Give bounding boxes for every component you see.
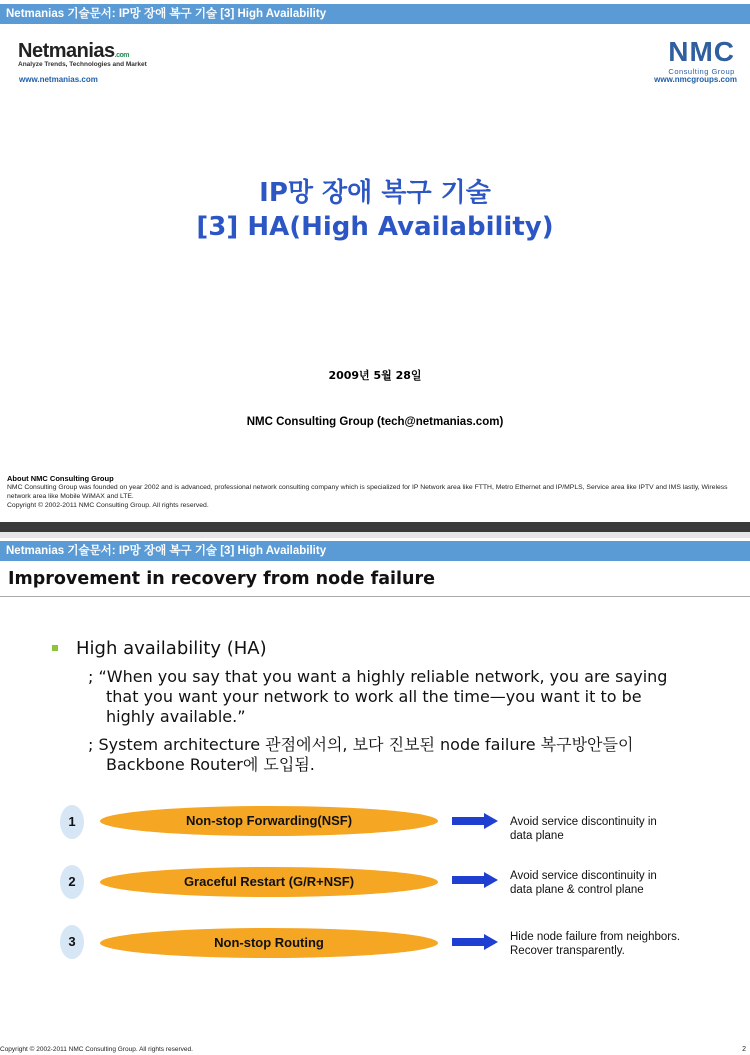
about-copyright: Copyright © 2002-2011 NMC Consulting Group. All rights reserved. [7, 502, 209, 509]
nmc-logo-text: NMC [668, 36, 735, 67]
item-desc-2-line1: Avoid service discontinuity in [510, 870, 657, 882]
logo-brand: Netmanias [18, 40, 115, 62]
item-desc-3-line2: Recover transparently. [510, 945, 625, 957]
netmanias-url[interactable]: www.netmanias.com [19, 75, 98, 84]
right-arrow-icon [452, 813, 498, 829]
cover-company: NMC Consulting Group (tech@netmanias.com) [246, 416, 504, 428]
item-pill-graceful-restart: Graceful Restart (G/R+NSF) [100, 867, 438, 897]
logo-com: .com [114, 52, 129, 59]
header-bar: Netmanias 기술문서: IP망 장애 복구 기술 [3] High Availability [0, 4, 750, 24]
cover-title-line2: [3] HA(High Availability) [196, 212, 554, 242]
nmc-url[interactable]: www.nmcgroups.com [654, 75, 737, 84]
about-section [7, 474, 747, 510]
right-arrow-icon [452, 872, 498, 888]
item-desc-3-line1: Hide node failure from neighbors. [510, 931, 681, 943]
cover-date: 2009년 5월 28일 [328, 369, 422, 382]
note-line-1: ; System architecture 관점에서의, 보다 진보된 node failure 복구방안들이 [88, 735, 634, 754]
item-number-3: 3 [60, 925, 84, 959]
logo-tagline: Analyze Trends, Technologies and Market [18, 61, 147, 68]
slide-footer: Copyright © 2002-2011 NMC Consulting Group. All rights reserved. [0, 1046, 193, 1053]
cover-title-line1: IP망 장애 복구 기술 [259, 178, 491, 208]
item-pill-nsf: Non-stop Forwarding(NSF) [100, 806, 438, 836]
item-number-2: 2 [60, 865, 84, 899]
slide-header-bar: Netmanias 기술문서: IP망 장애 복구 기술 [3] High Availability [0, 541, 750, 561]
slide-title: Improvement in recovery from node failure [8, 569, 436, 589]
square-bullet-icon [52, 645, 58, 651]
page-gap [0, 532, 750, 538]
item-number-1: 1 [60, 805, 84, 839]
quote-line-2: that you want your network to work all the time—you want it to be [106, 687, 642, 706]
right-arrow-icon [452, 934, 498, 950]
about-body: NMC Consulting Group was founded on year 2002 and is advanced, professional network consulting company which is specialized for IP Network area like FTTH, Metro Ethernet and IP/MPLS, Service area like IPTV and IMS lastly, Wireless network area like Mobile WiMAX and LTE. [7, 484, 728, 500]
item-desc-1-line2: data plane [510, 830, 564, 842]
item-desc-2-line2: data plane & control plane [510, 884, 644, 896]
title-rule [0, 596, 750, 597]
item-desc-2 [510, 869, 710, 897]
item-desc-1 [510, 815, 710, 843]
about-heading: About NMC Consulting Group [7, 474, 114, 483]
page-number: 2 [742, 1046, 746, 1053]
item-desc-1-line1: Avoid service discontinuity in [510, 816, 657, 828]
nmc-logo-subtitle: Consulting Group [668, 67, 735, 76]
note-line-2: Backbone Router에 도입됨. [106, 755, 315, 774]
nmc-logo[interactable] [668, 37, 735, 76]
netmanias-logo[interactable] [18, 40, 147, 68]
item-desc-3 [510, 930, 730, 958]
item-pill-nonstop-routing: Non-stop Routing [100, 928, 438, 958]
page-divider [0, 522, 750, 532]
quote-line-3: highly available.” [106, 707, 246, 726]
quote-line-1: ; “When you say that you want a highly reliable network, you are saying [88, 667, 668, 686]
bullet-ha: High availability (HA) [76, 638, 267, 659]
